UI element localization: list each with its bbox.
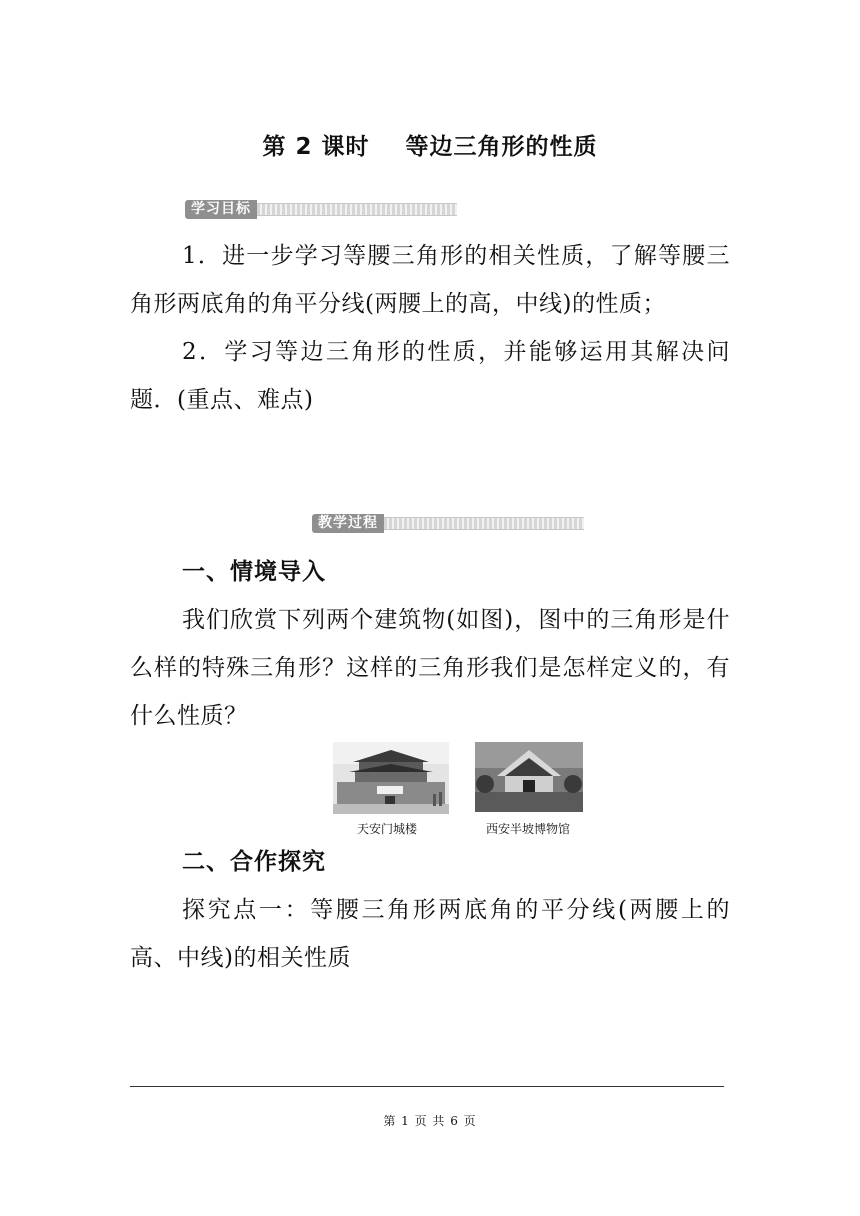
section-1-text: 我们欣赏下列两个建筑物(如图)，图中的三角形是什么样的特殊三角形？这样的三角形我们是怎样定义的，有什么性质？ bbox=[130, 607, 730, 729]
page-title: 第 2 课时 等边三角形的性质 bbox=[262, 134, 598, 160]
section-2-text: 探究点一：等腰三角形两底角的平分线(两腰上的高、中线)的相关性质 bbox=[130, 897, 730, 971]
section-2-paragraph bbox=[130, 886, 730, 982]
tag-dotted-bar bbox=[257, 203, 457, 216]
learning-goals-label: 学习目标 bbox=[185, 200, 257, 219]
teaching-process-label: 教学过程 bbox=[312, 514, 384, 533]
section-heading-1: 一、情境导入 bbox=[182, 559, 326, 585]
figure-caption-1: 天安门城楼 bbox=[357, 822, 418, 836]
figure-caption-2: 西安半坡博物馆 bbox=[486, 822, 571, 836]
tiananmen-photo bbox=[333, 742, 449, 814]
banpo-illustration bbox=[475, 742, 583, 812]
teaching-process-tag bbox=[312, 514, 584, 533]
section-1-paragraph bbox=[130, 596, 730, 740]
footer-divider bbox=[130, 1086, 724, 1087]
goal-item-2-text: 2．学习等边三角形的性质，并能够运用其解决问题．(重点、难点) bbox=[130, 339, 730, 413]
section-heading-2: 二、合作探究 bbox=[182, 849, 326, 875]
tag-dotted-bar bbox=[384, 517, 584, 530]
building-figures bbox=[330, 742, 590, 842]
page-number: 第 1 页 共 6 页 bbox=[383, 1114, 477, 1128]
goal-item-1 bbox=[130, 232, 730, 328]
banpo-museum-photo bbox=[475, 742, 583, 812]
goal-item-1-text: 1．进一步学习等腰三角形的相关性质，了解等腰三角形两底角的角平分线(两腰上的高，中线)的性质； bbox=[130, 243, 730, 317]
tiananmen-illustration bbox=[333, 742, 449, 814]
learning-goals-tag bbox=[185, 200, 457, 219]
goal-item-2 bbox=[130, 328, 730, 424]
